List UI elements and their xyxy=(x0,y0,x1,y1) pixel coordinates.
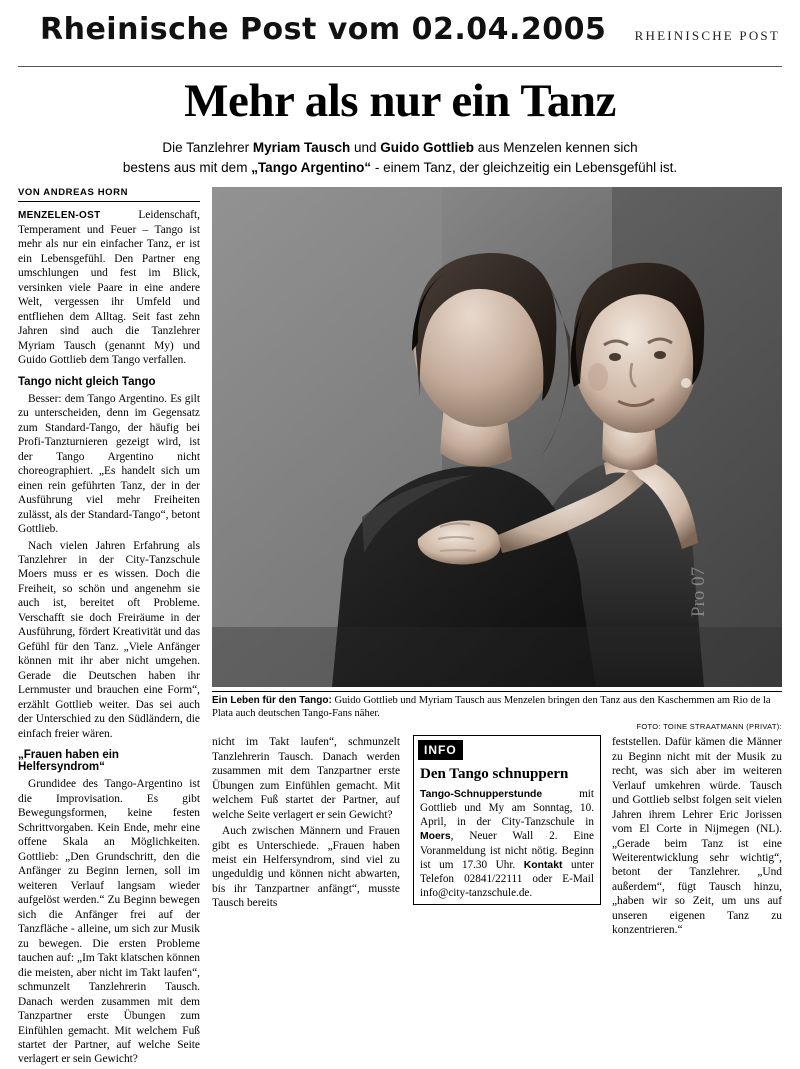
subhead-part-1: Die Tanzlehrer xyxy=(162,140,253,155)
photo-caption xyxy=(212,691,782,731)
headline-block xyxy=(0,74,800,177)
info-text-2: , Neuer Wall 2. Eine Voranmeldung ist nicht nötig. Beginn ist um 17.30 Uhr. xyxy=(420,830,594,871)
page-title: Mehr als nur ein Tanz xyxy=(184,75,616,127)
column-left xyxy=(18,187,200,1069)
column-right xyxy=(612,735,782,940)
subhead-part-5: - einem Tanz, der gleichzeitig ein Lebensgefühl ist. xyxy=(371,159,678,175)
article-photo xyxy=(212,187,782,687)
paragraph-4-cont: nicht im Takt laufen“, schmunzelt Tanzlehrerin Tausch. Danach werden zusammen mit dem Tanzpartner erste Übungen zum Einfühlen gemacht. Mit welchem Fuß startet der Partner, auf welche Seite verlagert er sein Gewicht? xyxy=(212,736,400,821)
subhead-name-1: Myriam Tausch xyxy=(252,140,351,155)
paragraph-3: Nach vielen Jahren Erfahrung als Tanzlehrer in der City-Tanzschule Moers muss er es wissen. Doch die Freiheit, so schön und angenehm sie auch ist, bereitet oft Probleme. Verschafft sie doch Freiräume in der Ausführung, fördert Kreativität und das Gefühl für den Tanz. „Viele Anfänger können mit ihr aber nicht umgehen. Gerade die Deutschen haben ihr Lernmuster und brauchen eine Form“, erzählt Gottlieb weiter. Das sei auch der Unterschied zu den Südländern, die einfach freier wären. xyxy=(18,539,200,740)
photo-credit: FOTO: TOINE STRAATMANN (PRIVAT): xyxy=(636,721,782,731)
column-middle xyxy=(212,735,400,913)
paragraph-4: Grundidee des Tango-Argentino ist die Improvisation. Es gibt Bewegungsformen, keine festen Schrittvorgaben. Kein Ende, mehr eine offene Skala an Möglichkeiten. Gottlieb: „Den Grundschritt, den die Anfänger zu Beginn lernen, soll im weiteren Verlauf langsam wieder aufgelöst werden.“ Zu Beginn bewegen sich die Anfänger frei auf der Tanzfläche - alleine, um sich zur Musik zu bewegen. Die ersten Probleme tauchen auf: „Im Takt klatschen können die meisten, aber nicht im Takt laufen“, schmunzelt Tanzlehrerin Tausch. Danach werden zusammen mit dem Tanzpartner erste Übungen zum Einfühlen gemacht. Mit welchem Fuß startet der Partner, auf welche Seite verlagert er sein Gewicht? xyxy=(18,778,200,1066)
paragraph-lead xyxy=(18,208,200,368)
dateline: MENZELEN-OST xyxy=(18,210,101,222)
section-heading-helfersyndrom: „Frauen haben ein Helfersyndrom“ xyxy=(18,749,119,774)
subhead-part-4: bestens aus mit dem xyxy=(122,159,252,175)
section-heading-tango: Tango nicht gleich Tango xyxy=(18,375,156,388)
subhead-name-2: Guido Gottlieb xyxy=(380,140,474,155)
subheadline xyxy=(70,138,730,177)
photo-watermark: Pro 07 xyxy=(688,566,709,618)
header-divider xyxy=(18,66,782,67)
paragraph-5: Auch zwischen Männern und Frauen gibt es Unterschiede. „Frauen haben meist ein Helfersyndrom, sind viel zu ungeduldig und können nicht abwarten, bis ihr Tanzpartner anfängt“, musste Tausch bereits xyxy=(212,825,400,910)
masthead: RHEINISCHE POST xyxy=(634,28,780,43)
info-bold-3: Kontakt xyxy=(523,859,563,871)
info-bold-1: Tango-Schnupperstunde xyxy=(420,789,543,801)
top-banner xyxy=(0,0,800,62)
info-badge: INFO xyxy=(418,740,463,760)
column-infobox xyxy=(413,735,601,905)
tango-couple-photo xyxy=(212,187,782,687)
info-bold-2: Moers xyxy=(420,831,451,843)
paragraph-5-cont: feststellen. Dafür kämen die Männer zu Beginn nicht mit der Musik zu recht, was sich aber im weiteren Verlauf umkehren würde. Tausch und Gottlieb selbst folgen seit vielen Jahren ihrem Lehrer Eric Jorissen vom El Corte in Nijmegen (NL). „Gerade beim Tanz ist eine Weiterentwicklung sehr wichtig“, betont der Tanzlehrer. „Und außerdem“, fügt Tausch hinzu, „haben wir so Zeit, um uns auf unseren eigenen Tanz zu konzentrieren.“ xyxy=(612,736,782,937)
photo-caption-lead: Ein Leben für den Tango: xyxy=(212,695,332,707)
subhead-part-2: und xyxy=(350,140,381,155)
info-box xyxy=(413,735,601,905)
info-text xyxy=(420,787,594,900)
subhead-quote: „Tango Argentino“ xyxy=(251,159,372,175)
info-text-3: unter Telefon 02841/22111 oder E-Mail info@city-tanzschule.de. xyxy=(420,858,594,899)
source-note: Rheinische Post vom 02.04.2005 xyxy=(40,12,607,47)
info-text-1: mit Gottlieb und My am Sonntag, 10. April, in der City-Tanzschule in xyxy=(420,788,594,829)
info-title: Den Tango schnuppern xyxy=(420,766,569,783)
photo-caption-text: Guido Gottlieb und Myriam Tausch aus Menzelen bringen den Tanz aus den Kaschemmen am Rio de la Plata auch deutschen Tango-Fans näher. xyxy=(212,695,771,719)
paragraph-lead-text: Leidenschaft, Temperament und Feuer – Tango ist mehr als nur ein einfacher Tanz, er ist ein Lebensgefühl. Den Partner eng umschlungen und fest im Blick, versinken viele Paare in eine andere Welt, vergessen ihr Umfeld und entfliehen dem Alltag. Seit fast zehn Jahren sind auch die Tanzlehrer Myriam Tausch (genannt My) und Guido Gottlieb dem Tango verfallen. xyxy=(18,209,200,367)
subhead-part-3: aus Menzelen kennen sich xyxy=(474,140,638,155)
paragraph-2: Besser: dem Tango Argentino. Es gilt zu unterscheiden, denn im Gegensatz zum Standard-Tango, der häufig bei Profi-Tanzturnieren gezeigt wird, ist der Tango Argentino nicht choreographiert. „Es handelt sich um einen rein geführten Tanz, der in der Ausführung viel mehr Freiheiten zulässt, als der Standard-Tango“, betont Gottlieb. xyxy=(18,392,200,536)
byline: VON ANDREAS HORN xyxy=(18,187,200,202)
